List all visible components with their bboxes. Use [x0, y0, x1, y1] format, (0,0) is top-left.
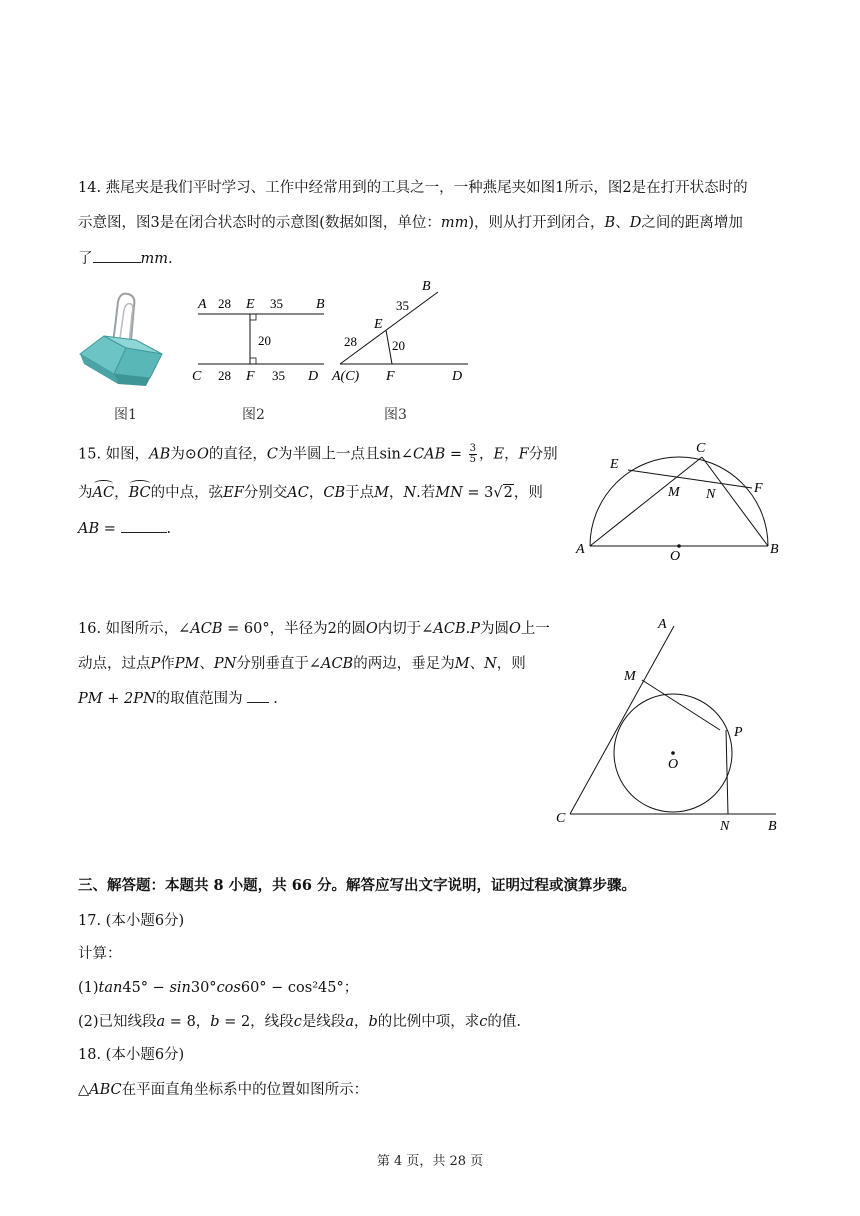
label-B: B	[316, 297, 325, 312]
label-C: C	[192, 369, 202, 384]
q16-line2: 动点，过点P作PM、PN分别垂直于∠ACB的两边，垂足为M、N，则	[78, 656, 526, 672]
answer-blank	[247, 688, 269, 703]
q16-inscribed-circle-figure	[550, 612, 790, 837]
label-P: P	[734, 725, 743, 740]
label-C: C	[556, 811, 566, 826]
q15-line2: 为AC，BC的中点，弦EF分别交AC，CB于点M，N.若MN = 3√2，则	[78, 485, 543, 501]
q18-line1: △ABC在平面直角坐标系中的位置如图所示：	[78, 1082, 369, 1098]
label-E: E	[610, 457, 619, 472]
q18-title: 18. (本小题6分)	[78, 1047, 185, 1063]
figure-2-open-state	[188, 290, 338, 390]
q15-semicircle-figure	[570, 436, 790, 566]
q15-line1: 15. 如图，AB为⊙O的直径，C为半圆上一点且sin∠CAB = $\frac{3}{5}$ ，E，F分别	[78, 443, 558, 465]
label-C: C	[696, 441, 706, 456]
label-B: B	[422, 279, 431, 294]
fig1-caption: 图1	[114, 407, 137, 423]
label-28-top: 28	[218, 296, 231, 311]
label-A: A	[658, 617, 667, 632]
label-A: A	[576, 542, 585, 557]
label-F: F	[246, 369, 255, 384]
answer-blank	[93, 248, 141, 263]
label-O: O	[670, 549, 681, 564]
label-AC: A(C)	[332, 369, 360, 384]
label-28: 28	[344, 334, 357, 349]
section-3-heading: 三、解答题：本题共 8 小题，共 66 分。解答应写出文字说明，证明过程或演算步骤。	[78, 877, 636, 894]
label-D: D	[308, 369, 319, 384]
label-F: F	[386, 369, 395, 384]
label-B: B	[768, 819, 777, 834]
label-28-bottom: 28	[218, 368, 231, 383]
q17-intro: 计算：	[78, 946, 122, 962]
q17-part1: (1)tan45° − sin30°cos60° − cos²45°；	[78, 980, 359, 996]
q14-line1: 14. 燕尾夹是我们平时学习、工作中经常用到的工具之一，一种燕尾夹如图1所示，图2是在打开状态时的	[78, 180, 748, 196]
label-M: M	[668, 485, 680, 500]
label-35-bottom: 35	[272, 368, 285, 383]
label-B: B	[770, 542, 779, 557]
fig2-caption: 图2	[242, 407, 265, 423]
q16-line3: PM + 2PN的取值范围为 .	[78, 688, 278, 709]
label-20: 20	[392, 338, 405, 353]
label-A: A	[198, 297, 207, 312]
label-35-top: 35	[270, 296, 283, 311]
label-O: O	[668, 757, 679, 772]
q14-line3: 了 mm.	[78, 248, 173, 269]
fig3-caption: 图3	[384, 407, 407, 423]
figure-3-closed-state	[330, 278, 480, 390]
q14-line2: 示意图，图3是在闭合状态时的示意图(数据如图，单位：mm)，则从打开到闭合，B、D之间的距离增加	[78, 215, 743, 231]
binder-clip-figure	[74, 288, 170, 388]
answer-blank	[121, 518, 167, 533]
label-20: 20	[258, 333, 271, 348]
q15-line3: AB = .	[78, 518, 171, 539]
page-number: 第 4 页，共 28 页	[376, 1154, 484, 1169]
q17-part2: (2)已知线段a = 8，b = 2，线段c是线段a，b的比例中项，求c的值.	[78, 1014, 521, 1030]
label-M: M	[624, 669, 636, 684]
label-35: 35	[396, 298, 409, 313]
q16-line1: 16. 如图所示，∠ACB = 60°，半径为2的圆O内切于∠ACB.P为圆O上一	[78, 621, 550, 637]
label-N: N	[720, 819, 730, 834]
q17-title: 17. (本小题6分)	[78, 913, 185, 929]
label-E: E	[246, 297, 255, 312]
label-N: N	[706, 487, 716, 502]
label-E: E	[374, 317, 383, 332]
label-F: F	[754, 481, 763, 496]
label-D: D	[452, 369, 463, 384]
fraction-3-5: $\frac{3}{5}$	[469, 443, 477, 465]
